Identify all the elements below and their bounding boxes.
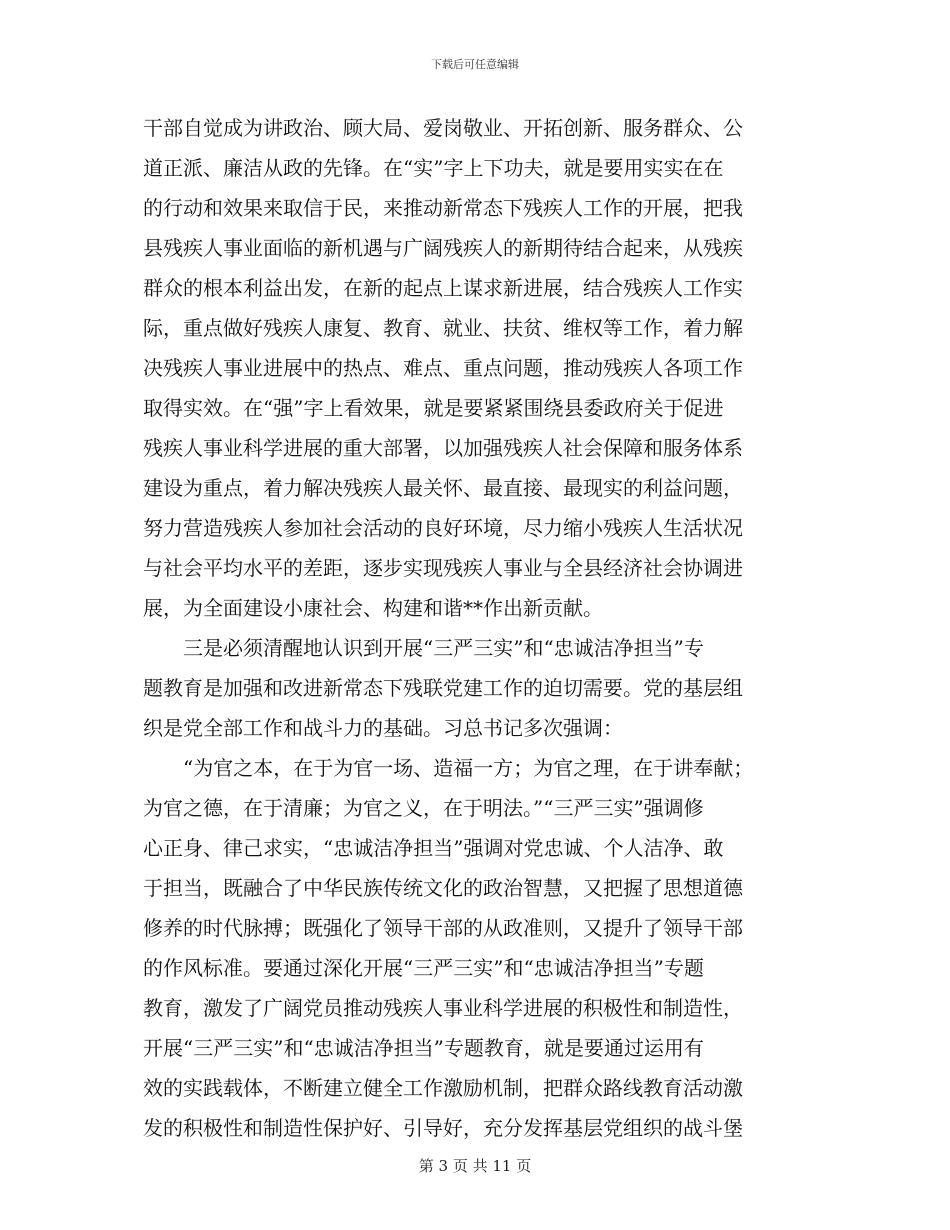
text-line: 织是党全部工作和战斗力的基础。习总书记多次强调： (143, 716, 623, 740)
text-line: 题教育是加强和改进新常态下残联党建工作的迫切需要。党的基层组 (143, 676, 743, 700)
text-line: 与社会平均水平的差距，逐步实现残疾人事业与全县经济社会协调进 (143, 556, 743, 580)
text-line: 的作风标准。要通过深化开展“三严三实”和“忠诚洁净担当”专题 (143, 956, 704, 980)
text-line: 展，为全面建设小康社会、构建和谐**作出新贡献。 (143, 596, 603, 620)
text-line: 心正身、律己求实，“忠诚洁净担当”强调对党忠诚、个人洁净、敢 (143, 836, 724, 860)
text-line: 道正派、廉洁从政的先锋。在“实”字上下功夫，就是要用实实在在 (143, 156, 724, 180)
text-line: 于担当，既融合了中华民族传统文化的政治智慧，又把握了思想道德 (143, 876, 743, 900)
text-line: 县残疾人事业面临的新机遇与广阔残疾人的新期待结合起来，从残疾 (143, 236, 743, 260)
text-line: 建设为重点，着力解决残疾人最关怀、最直接、最现实的利益问题， (143, 476, 743, 500)
text-line: 为官之德，在于清廉；为官之义，在于明法。”“三严三实”强调修 (143, 796, 704, 820)
document-body (143, 108, 807, 1148)
page-number-footer: 第 3 页 共 11 页 (418, 1157, 532, 1175)
text-line: 发的积极性和制造性保护好、引导好，充分发挥基层党组织的战斗堡 (143, 1116, 743, 1140)
text-line: 的行动和效果来取信于民，来推动新常态下残疾人工作的开展，把我 (143, 196, 743, 220)
text-line: 教育，激发了广阔党员推动残疾人事业科学进展的积极性和制造性， (143, 996, 743, 1020)
text-line: 决残疾人事业进展中的热点、难点、重点问题，推动残疾人各项工作 (143, 356, 743, 380)
text-line: 干部自觉成为讲政治、顾大局、爱岗敬业、开拓创新、服务群众、公 (143, 116, 743, 140)
text-line: 修养的时代脉搏；既强化了领导干部的从政准则，又提升了领导干部 (143, 916, 743, 940)
text-line: 效的实践载体，不断建立健全工作激励机制，把群众路线教育活动激 (143, 1076, 743, 1100)
text-line: 开展“三严三实”和“忠诚洁净担当”专题教育，就是要通过运用有 (143, 1036, 704, 1060)
text-line: 取得实效。在“强”字上看效果，就是要紧紧围绕县委政府关于促进 (143, 396, 724, 420)
quote-start-line: “为官之本，在于为官一场、造福一方；为官之理，在于讲奉献； (143, 756, 754, 780)
paragraph-start-line: 三是必须清醒地认识到开展“三严三实”和“忠诚洁净担当”专 (143, 636, 704, 660)
text-line: 努力营造残疾人参加社会活动的良好环境，尽力缩小残疾人生活状况 (143, 516, 743, 540)
text-line: 群众的根本利益出发，在新的起点上谋求新进展，结合残疾人工作实 (143, 276, 743, 300)
text-line: 际，重点做好残疾人康复、教育、就业、扶贫、维权等工作，着力解 (143, 316, 743, 340)
text-line: 残疾人事业科学进展的重大部署，以加强残疾人社会保障和服务体系 (143, 436, 743, 460)
page-header: 下载后可任意编辑 (431, 58, 519, 71)
